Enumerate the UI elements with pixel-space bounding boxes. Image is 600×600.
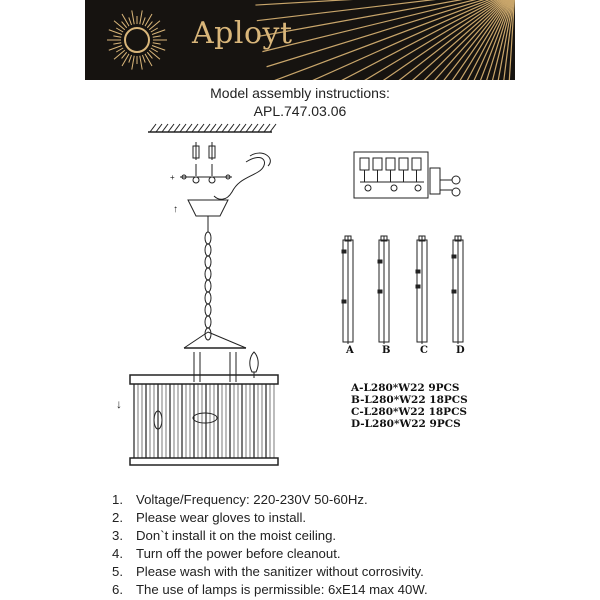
crystal-drum	[130, 352, 278, 465]
instructions-list	[112, 491, 428, 599]
svg-text:+: +	[170, 173, 175, 182]
instruction-item: 6. The use of lamps is permissible: 6xE14 max 40W.	[112, 582, 428, 597]
model-number: APL.747.03.06	[253, 103, 347, 119]
part-label-a: A	[346, 345, 354, 356]
instruction-item: 3. Don`t install it on the moist ceiling.	[112, 528, 337, 543]
chain	[205, 232, 211, 340]
header-banner	[85, 0, 515, 80]
page-title: Model assembly instructions:	[210, 85, 390, 101]
svg-text:↓: ↓	[116, 397, 122, 411]
brand-logo-text: Aployt	[192, 16, 293, 51]
sun-logo-icon	[107, 10, 167, 69]
instruction-item: 5. Please wash with the sanitizer without corrosivity.	[112, 564, 424, 579]
assembly-drawing	[0, 120, 600, 490]
sunburst-decoration	[255, 0, 515, 80]
part-label-c: C	[420, 345, 428, 356]
instruction-item: 1. Voltage/Frequency: 220-230V 50-60Hz.	[112, 492, 368, 507]
instruction-item: 2. Please wear gloves to install.	[112, 510, 307, 525]
parts-list-item: D-L280*W22 9PCS	[351, 418, 461, 430]
parts-list-item: B-L280*W22 18PCS	[351, 394, 468, 406]
part-label-b: B	[382, 345, 391, 356]
crystal-rod-parts	[342, 236, 463, 344]
parts-list	[351, 382, 468, 430]
part-label-d: D	[456, 345, 465, 356]
mounting-bracket	[170, 173, 232, 182]
svg-text:↑: ↑	[173, 204, 178, 215]
wiring-diagram	[354, 152, 460, 198]
parts-list-item: C-L280*W22 18PCS	[351, 406, 468, 418]
banner-graphics	[85, 0, 515, 80]
parts-list-item: A-L280*W22 9PCS	[351, 382, 460, 394]
ceiling-hatch	[148, 124, 276, 132]
canopy	[188, 200, 228, 216]
instruction-item: 4. Turn off the power before cleanout.	[112, 546, 341, 561]
